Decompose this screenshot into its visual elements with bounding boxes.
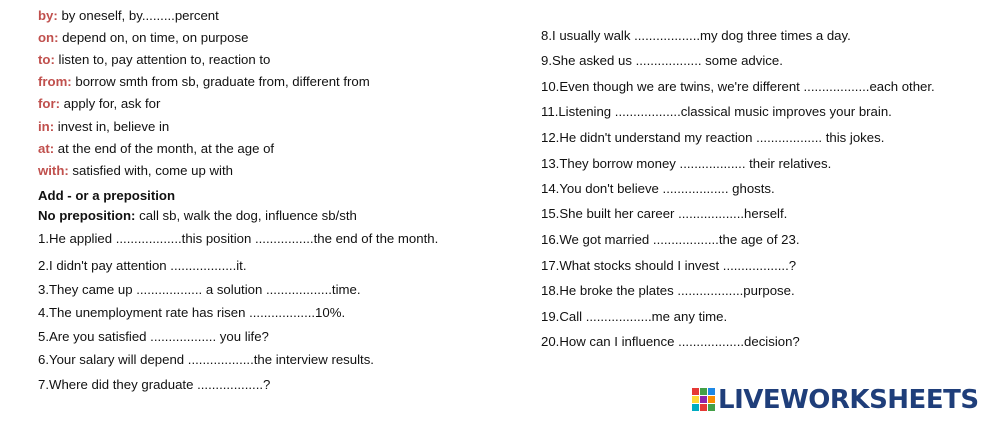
rule-to	[38, 52, 270, 68]
rule-text: apply for, ask for	[59, 96, 161, 111]
liveworksheets-logo	[692, 386, 992, 414]
exercise-item: 5.Are you satisfied .................. you life?	[38, 329, 269, 344]
rule-on	[38, 30, 248, 46]
exercise-item: 15.She built her career ..................herself.	[541, 206, 788, 221]
rule-keyword: in:	[38, 119, 55, 134]
rule-text: at the end of the month, at the age of	[54, 141, 275, 156]
exercise-item: 11.Listening ..................classical music improves your brain.	[541, 104, 892, 119]
exercise-item: 17.What stocks should I invest ..................?	[541, 258, 797, 273]
no-preposition-text: call sb, walk the dog, influence sb/sth	[135, 208, 357, 223]
rule-keyword: on:	[38, 30, 59, 45]
no-preposition-label: No preposition:	[38, 208, 136, 223]
no-preposition-note	[38, 208, 357, 224]
rule-text: listen to, pay attention to, reaction to	[54, 52, 271, 67]
exercise-item: 16.We got married ..................the age of 23.	[541, 232, 800, 247]
rule-by	[38, 8, 219, 24]
exercise-item: 10.Even though we are twins, we're different ..................each other.	[541, 79, 935, 94]
exercise-item: 4.The unemployment rate has risen ..................10%.	[38, 305, 346, 320]
rule-keyword: with:	[38, 163, 69, 178]
rule-keyword: by:	[38, 8, 58, 23]
rule-text: depend on, on time, on purpose	[58, 30, 249, 45]
exercise-item: 18.He broke the plates ..................purpose.	[541, 283, 795, 298]
exercise-item: 12.He didn't understand my reaction .................. this jokes.	[541, 130, 885, 145]
rule-keyword: at:	[38, 141, 55, 156]
exercise-item: 6.Your salary will depend ..................the interview results.	[38, 352, 374, 367]
exercise-item: 13.They borrow money .................. their relatives.	[541, 156, 832, 171]
exercise-item: 9.She asked us .................. some advice.	[541, 53, 783, 68]
exercise-item: 8.I usually walk ..................my dog three times a day.	[541, 28, 851, 43]
exercise-item: 7.Where did they graduate ..................?	[38, 377, 271, 392]
rule-at	[38, 141, 274, 157]
liveworksheets-wordmark: LIVEWORKSHEETS	[718, 385, 979, 415]
rule-keyword: from:	[38, 74, 72, 89]
rule-keyword: for:	[38, 96, 60, 111]
instruction-heading: Add - or a preposition	[38, 188, 176, 203]
exercise-item: 20.How can I influence ..................decision?	[541, 334, 800, 349]
rule-text: borrow smth from sb, graduate from, different from	[71, 74, 370, 89]
exercise-item: 19.Call ..................me any time.	[541, 309, 728, 324]
exercise-item: 14.You don't believe .................. ghosts.	[541, 181, 775, 196]
rule-text: satisfied with, come up with	[68, 163, 233, 178]
rule-keyword: to:	[38, 52, 55, 67]
liveworksheets-cube-icon	[692, 388, 716, 412]
exercise-item: 1.He applied ..................this position ................the end of the month.	[38, 231, 439, 246]
rule-for	[38, 96, 160, 112]
rule-text: invest in, believe in	[54, 119, 170, 134]
rule-in	[38, 119, 169, 135]
rule-from	[38, 74, 370, 90]
exercise-item: 2.I didn't pay attention ..................it.	[38, 258, 247, 273]
exercise-item: 3.They came up .................. a solution ..................time.	[38, 282, 361, 297]
rule-text: by oneself, by.........percent	[57, 8, 219, 23]
rule-with	[38, 163, 233, 179]
